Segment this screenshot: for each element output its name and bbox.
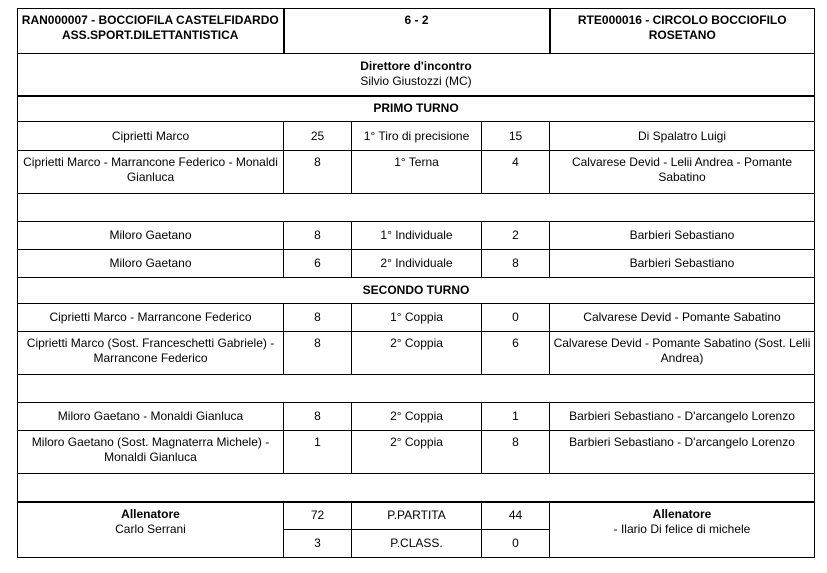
home-score: 8 [284,304,352,332]
home-score: 6 [284,250,352,278]
away-players: Di Spalatro Luigi [550,122,815,151]
discipline: 2° Coppia [352,431,482,474]
away-score: 0 [482,304,550,332]
spacer-cell [18,474,815,502]
table-row [18,250,815,278]
home-players: Ciprietti Marco - Marrancone Federico [18,304,284,332]
director-row [18,54,815,96]
discipline: 1° Coppia [352,304,482,332]
home-score: 8 [284,403,352,431]
spacer-row [18,375,815,403]
second-round-title: SECONDO TURNO [18,278,815,304]
away-players: Barbieri Sebastiano - D'arcangelo Lorenzo [550,403,815,431]
away-coach-name: - Ilario Di felice di michele [613,521,751,536]
home-players: Miloro Gaetano (Sost. Magnaterra Michele) - Monaldi Gianluca [18,431,284,474]
away-score: 4 [482,151,550,194]
discipline: 1° Tiro di precisione [352,122,482,151]
table-row [18,403,815,431]
discipline: 1° Terna [352,151,482,194]
home-players: Miloro Gaetano - Monaldi Gianluca [18,403,284,431]
home-score: 8 [284,151,352,194]
home-players: Miloro Gaetano [18,222,284,250]
spacer-row [18,194,815,222]
home-coach-name: Carlo Serrani [115,521,186,536]
spacer-row [18,474,815,502]
match-report-sheet [17,8,815,558]
home-match-points: 72 [284,502,352,530]
table-row [18,151,815,194]
second-round-title-row [18,278,815,304]
table-row [18,122,815,151]
discipline: 2° Coppia [352,403,482,431]
away-score: 2 [482,222,550,250]
home-team-code-name: RAN000007 - BOCCIOFILA CASTELFIDARDO [21,13,279,27]
away-coach-cell [550,502,815,558]
table-row [18,222,815,250]
table-row [18,304,815,332]
away-team-cell [550,9,815,54]
away-score: 1 [482,403,550,431]
home-coach-cell [18,502,284,558]
home-score: 8 [284,222,352,250]
away-players: Calvarese Devid - Pomante Sabatino [550,304,815,332]
home-players: Ciprietti Marco (Sost. Franceschetti Gabriele) - Marrancone Federico [18,332,284,375]
director-label: Direttore d'incontro [360,59,472,74]
away-score: 6 [482,332,550,375]
director-cell [18,54,815,96]
home-players: Ciprietti Marco - Marrancone Federico - Monaldi Gianluca [18,151,284,194]
table-row [18,431,815,474]
first-round-title-row [18,96,815,122]
discipline: 2° Coppia [352,332,482,375]
director-name: Silvio Giustozzi (MC) [360,74,472,89]
header-row [18,9,815,54]
table-row [18,332,815,375]
away-match-points: 44 [482,502,550,530]
footer-row-partita [18,502,815,530]
spacer-cell [18,375,815,403]
discipline: 1° Individuale [352,222,482,250]
discipline: 2° Individuale [352,250,482,278]
away-players: Barbieri Sebastiano [550,250,815,278]
match-points-label: P.PARTITA [352,502,482,530]
home-players: Ciprietti Marco [18,122,284,151]
home-class-points: 3 [284,530,352,558]
home-players: Miloro Gaetano [18,250,284,278]
home-score: 8 [284,332,352,375]
away-coach-label: Allenatore [652,506,712,521]
first-round-title: PRIMO TURNO [18,96,815,122]
away-players: Barbieri Sebastiano [550,222,815,250]
away-team-name: RTE000016 - CIRCOLO BOCCIOFILO ROSETANO [577,13,787,42]
home-coach-label: Allenatore [121,506,180,521]
home-team-cell [18,9,284,54]
away-score: 8 [482,250,550,278]
home-team-name-line2: ASS.SPORT.DILETTANTISTICA [62,28,239,42]
away-score: 15 [482,122,550,151]
away-score: 8 [482,431,550,474]
away-class-points: 0 [482,530,550,558]
final-score: 6 - 2 [284,9,550,54]
away-players: Calvarese Devid - Lelii Andrea - Pomante Sabatino [550,151,815,194]
home-score: 25 [284,122,352,151]
home-score: 1 [284,431,352,474]
match-report-table [17,8,815,558]
away-players: Calvarese Devid - Pomante Sabatino (Sost. Lelii Andrea) [550,332,815,375]
spacer-cell [18,194,815,222]
class-points-label: P.CLASS. [352,530,482,558]
away-players: Barbieri Sebastiano - D'arcangelo Lorenzo [550,431,815,474]
